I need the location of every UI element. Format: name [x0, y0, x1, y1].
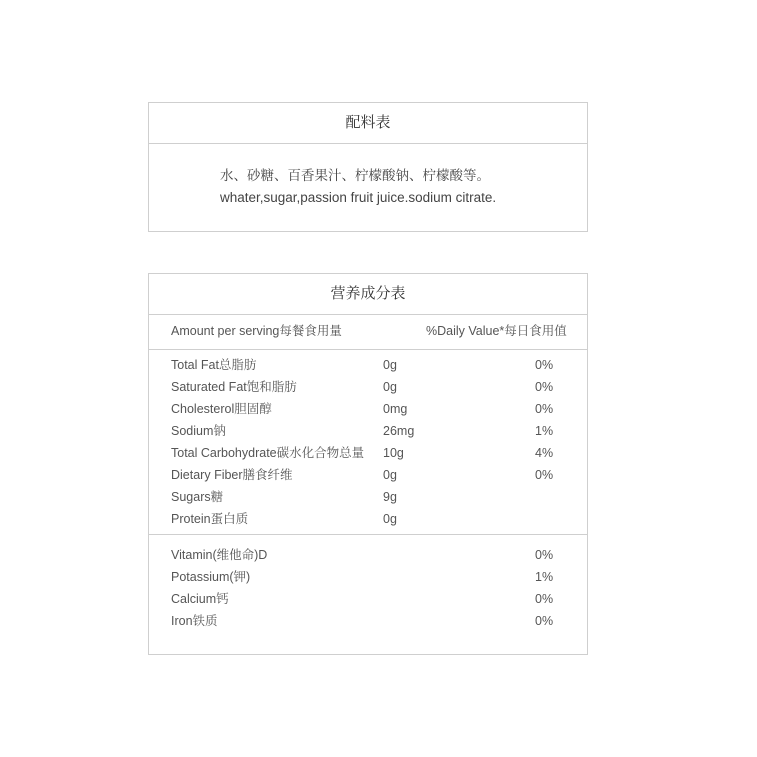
- nutrient-daily-value: 1%: [535, 424, 554, 438]
- table-row: [149, 464, 587, 486]
- table-row: [149, 376, 587, 398]
- nutrient-list: [149, 350, 587, 535]
- nutrient-amount: 10g: [383, 446, 404, 460]
- nutrient-daily-value: 0%: [535, 358, 554, 372]
- vitamin-daily-value: 0%: [535, 548, 554, 562]
- nutrient-amount: 9g: [383, 490, 397, 504]
- vitamin-daily-value: 0%: [535, 592, 554, 606]
- vitamin-daily-value: 0%: [535, 614, 554, 628]
- nutrient-name: Sugars糖: [171, 490, 224, 504]
- ingredients-body: [149, 144, 587, 209]
- table-row: [149, 442, 587, 464]
- nutrient-amount: 26mg: [383, 424, 415, 438]
- table-row: [149, 508, 587, 530]
- table-row: [149, 354, 587, 376]
- table-row: [149, 566, 587, 588]
- nutrient-name: Total Carbohydrate碳水化合物总量: [171, 446, 365, 460]
- nutrient-daily-value: 0%: [535, 380, 554, 394]
- nutrient-amount: 0g: [383, 512, 397, 526]
- nutrient-amount: 0g: [383, 358, 397, 372]
- ingredients-line-en: whater,sugar,passion fruit juice.sodium citrate.: [220, 190, 497, 205]
- ingredients-line-cn: 水、砂糖、百香果汁、柠檬酸钠、柠檬酸等。: [220, 168, 490, 183]
- nutrient-name: Protein蛋白质: [171, 512, 249, 526]
- nutrient-amount: 0g: [383, 380, 397, 394]
- nutrition-header-row: [149, 315, 587, 350]
- nutrient-daily-value: 0%: [535, 402, 554, 416]
- nutrient-daily-value: 0%: [535, 468, 554, 482]
- table-row: [149, 486, 587, 508]
- vitamin-name: Calcium钙: [171, 592, 229, 606]
- nutrition-title: 营养成分表: [149, 274, 587, 315]
- vitamin-name: Iron铁质: [171, 614, 218, 628]
- amount-per-serving-header: Amount per serving每餐食用量: [171, 324, 342, 338]
- nutrient-amount: 0g: [383, 468, 397, 482]
- daily-value-header: %Daily Value*每日食用值: [426, 324, 567, 338]
- nutrient-name: Cholesterol胆固醇: [171, 402, 272, 416]
- table-row: [149, 544, 587, 566]
- vitamin-name: Potassium(钾): [171, 570, 251, 584]
- table-row: [149, 398, 587, 420]
- vitamin-daily-value: 1%: [535, 570, 554, 584]
- nutrient-daily-value: 4%: [535, 446, 554, 460]
- nutrient-name: Saturated Fat饱和脂肪: [171, 380, 297, 394]
- table-row: [149, 588, 587, 610]
- nutrient-name: Total Fat总脂肪: [171, 358, 257, 372]
- table-row: [149, 610, 587, 632]
- nutrient-amount: 0mg: [383, 402, 408, 416]
- ingredients-title: 配料表: [149, 103, 587, 144]
- nutrient-name: Dietary Fiber膳食纤维: [171, 468, 293, 482]
- vitamin-name: Vitamin(维他命)D: [171, 548, 268, 562]
- ingredients-panel: [148, 102, 588, 232]
- nutrition-facts-panel: [148, 273, 588, 655]
- nutrient-name: Sodium钠: [171, 424, 226, 438]
- vitamin-mineral-list: [149, 535, 587, 636]
- table-row: [149, 420, 587, 442]
